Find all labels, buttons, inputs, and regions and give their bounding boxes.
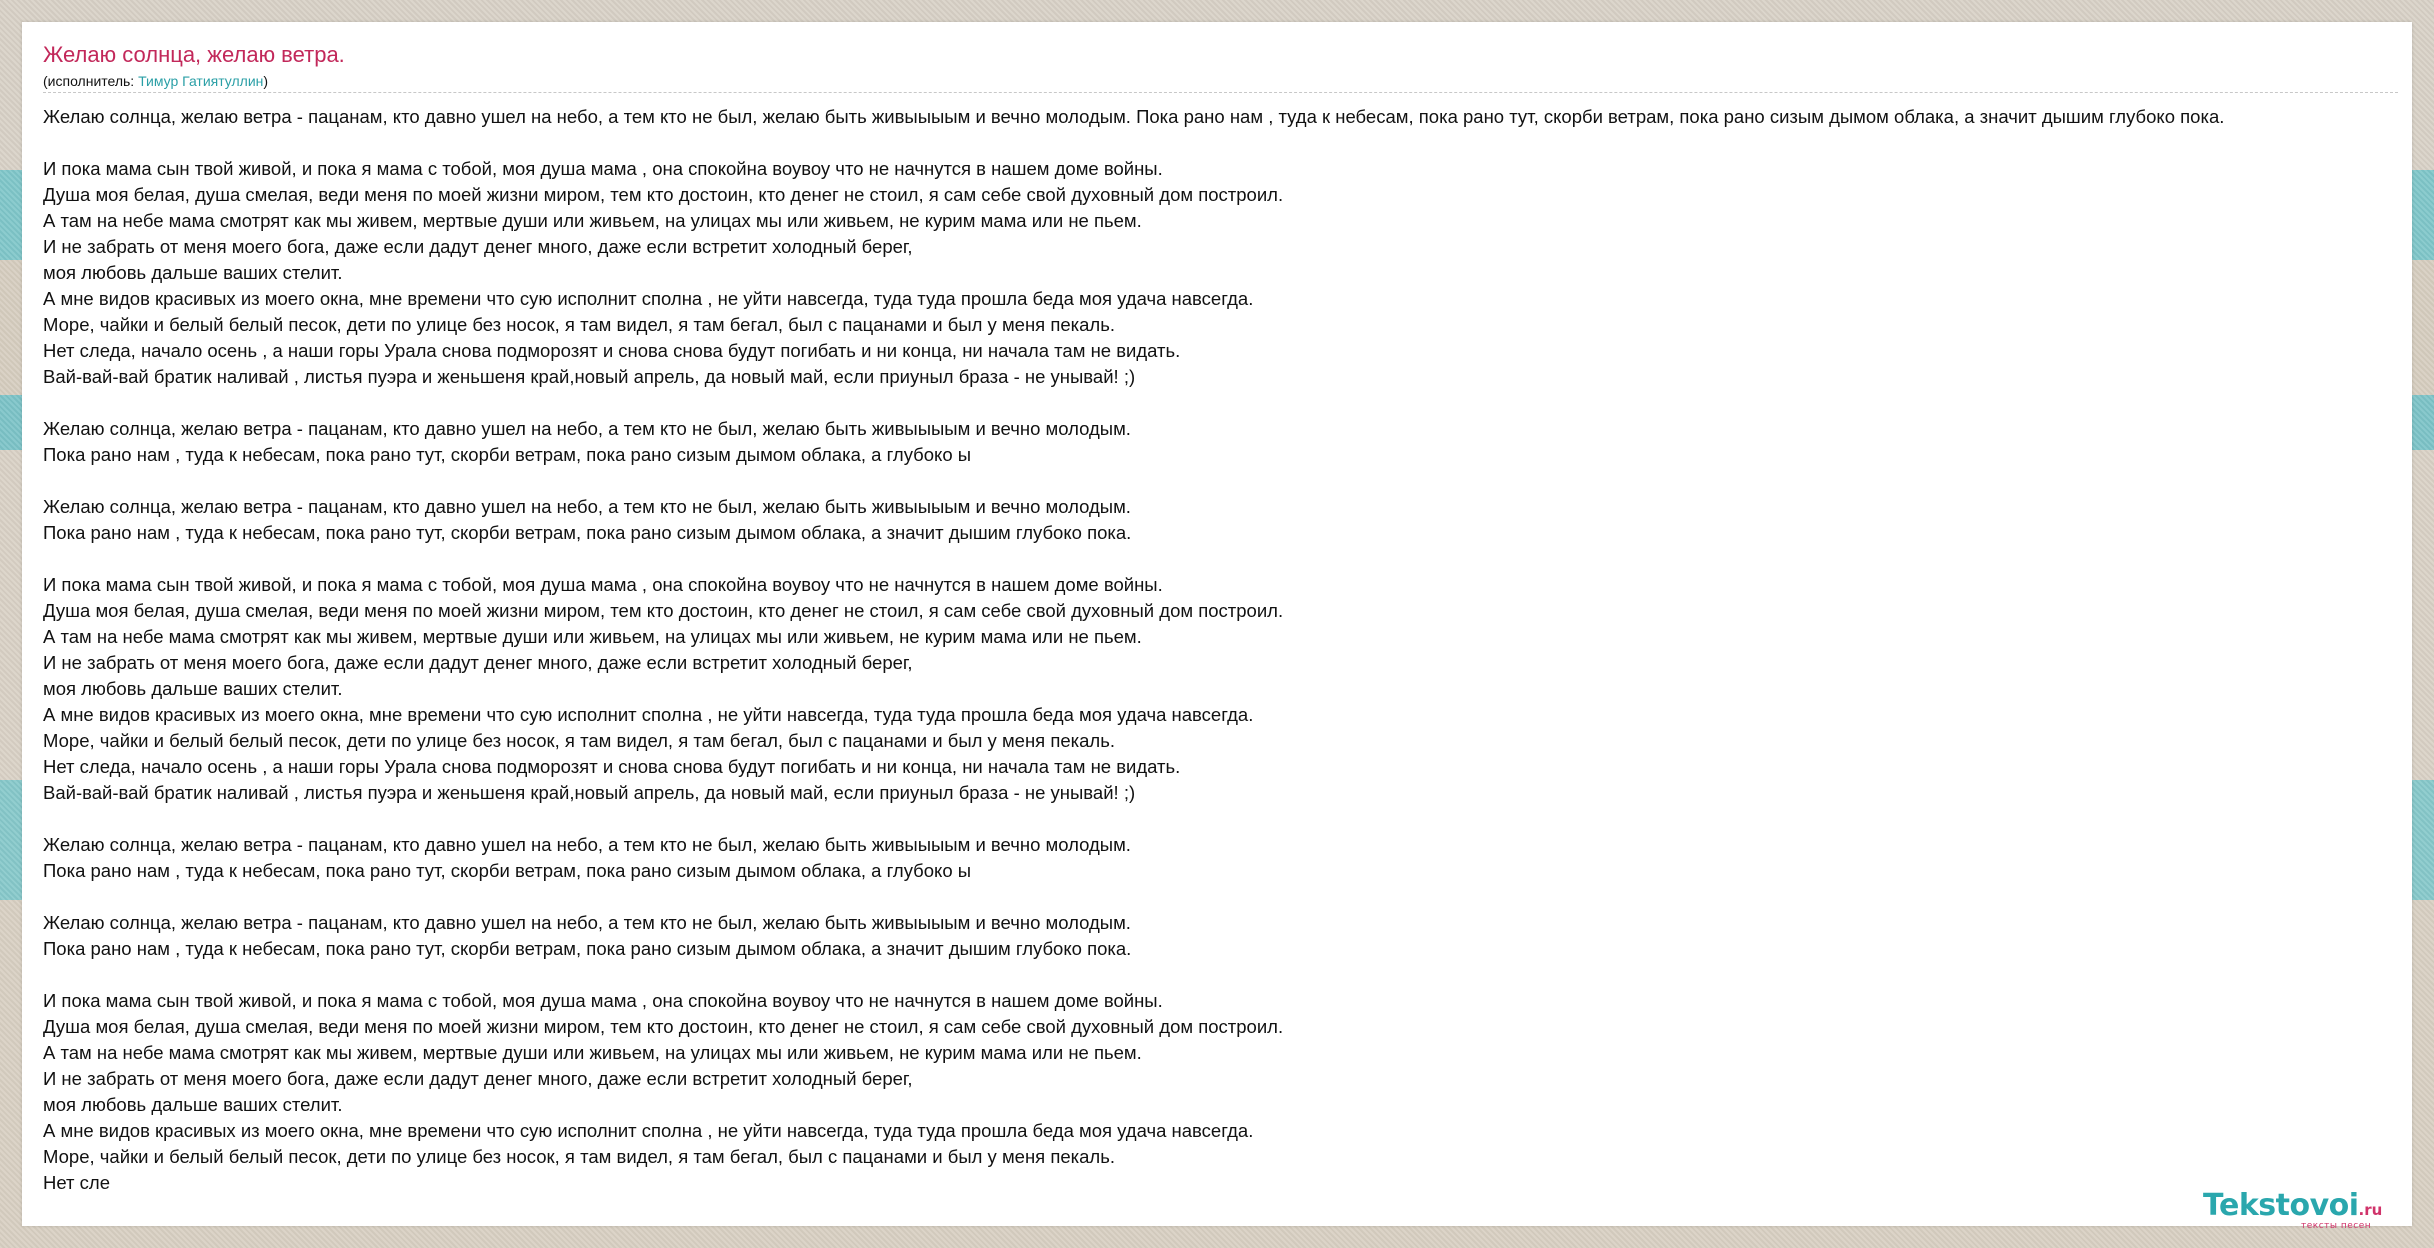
lyric-line: Желаю солнца, желаю ветра - пацанам, кто давно ушел на небо, а тем кто не был, желаю быть живыыыым и вечно молодым. bbox=[43, 912, 1131, 933]
lyric-blank-line bbox=[43, 130, 2403, 156]
lyric-line: Нет следа, начало осень , а наши горы Урала снова подморозят и снова снова будут погибать и ни конца, ни начала там не видать. bbox=[43, 340, 1181, 361]
artist-line bbox=[43, 73, 268, 89]
lyric-line: И не забрать от меня моего бога, даже если дадут денег много, даже если встретит холодный берег, bbox=[43, 1068, 913, 1089]
lyric-line: И пока мама сын твой живой, и пока я мама с тобой, моя душа мама , она спокойна воувоу что не начнутся в нашем доме войны. bbox=[43, 574, 1163, 595]
lyric-line: Море, чайки и белый белый песок, дети по улице без носок, я там видел, я там бегал, был с пацанами и был у меня пекаль. bbox=[43, 314, 1115, 335]
lyric-line: Море, чайки и белый белый песок, дети по улице без носок, я там видел, я там бегал, был с пацанами и был у меня пекаль. bbox=[43, 1146, 1115, 1167]
title-divider bbox=[43, 92, 2398, 93]
lyric-line: Душа моя белая, душа смелая, веди меня по моей жизни миром, тем кто достоин, кто денег не стоил, я сам себе свой духовный дом построил. bbox=[43, 184, 1284, 205]
lyric-blank-line bbox=[43, 884, 2403, 910]
lyrics-text bbox=[43, 104, 2403, 1196]
lyric-blank-line bbox=[43, 468, 2403, 494]
logo-wordmark: Tekstovoi bbox=[2203, 1188, 2359, 1223]
lyric-line: моя любовь дальше ваших стелит. bbox=[43, 262, 343, 283]
lyric-line: Желаю солнца, желаю ветра - пацанам, кто давно ушел на небо, а тем кто не был, желаю быть живыыыым и вечно молодым. bbox=[43, 418, 1131, 439]
lyric-line: моя любовь дальше ваших стелит. bbox=[43, 1094, 343, 1115]
lyric-line: Душа моя белая, душа смелая, веди меня по моей жизни миром, тем кто достоин, кто денег не стоил, я сам себе свой духовный дом построил. bbox=[43, 600, 1284, 621]
lyric-line: Вай-вай-вай братик наливай , листья пуэра и женьшеня край,новый апрель, да новый май, если приуныл браза - не унывай! ;) bbox=[43, 366, 1136, 387]
lyric-line: моя любовь дальше ваших стелит. bbox=[43, 678, 343, 699]
site-logo[interactable] bbox=[2203, 1188, 2403, 1231]
lyric-line: Желаю солнца, желаю ветра - пацанам, кто давно ушел на небо, а тем кто не был, желаю быть живыыыым и вечно молодым. bbox=[43, 834, 1131, 855]
lyric-line: Пока рано нам , туда к небесам, пока рано тут, скорби ветрам, пока рано сизым дымом облака, а значит дышим глубоко пока. bbox=[43, 938, 1132, 959]
lyric-line: А там на небе мама смотрят как мы живем, мертвые души или живьем, на улицах мы или живьем, не курим мама или не пьем. bbox=[43, 626, 1142, 647]
lyric-line: Нет сле bbox=[43, 1172, 110, 1193]
lyric-line: Желаю солнца, желаю ветра - пацанам, кто давно ушел на небо, а тем кто не был, желаю быть живыыыым и вечно молодым. Пока рано нам , туда к небесам, пока рано тут, скорби ветрам, пока рано сизым дымом облака, а значит дышим глубоко пока. bbox=[43, 106, 2225, 127]
lyric-line: Пока рано нам , туда к небесам, пока рано тут, скорби ветрам, пока рано сизым дымом облака, а глубоко ы bbox=[43, 860, 972, 881]
song-title: Желаю солнца, желаю ветра. bbox=[43, 42, 345, 67]
lyric-line: Вай-вай-вай братик наливай , листья пуэра и женьшеня край,новый апрель, да новый май, если приуныл браза - не унывай! ;) bbox=[43, 782, 1136, 803]
lyric-line: А мне видов красивых из моего окна, мне времени что сую исполнит сполна , не уйти навсегда, туда туда прошла беда моя удача навсегда. bbox=[43, 288, 1254, 309]
lyric-line: Желаю солнца, желаю ветра - пацанам, кто давно ушел на небо, а тем кто не был, желаю быть живыыыым и вечно молодым. bbox=[43, 496, 1131, 517]
lyric-line: Душа моя белая, душа смелая, веди меня по моей жизни миром, тем кто достоин, кто денег не стоил, я сам себе свой духовный дом построил. bbox=[43, 1016, 1284, 1037]
lyric-line: А мне видов красивых из моего окна, мне времени что сую исполнит сполна , не уйти навсегда, туда туда прошла беда моя удача навсегда. bbox=[43, 1120, 1254, 1141]
lyrics-sheet bbox=[22, 22, 2412, 1226]
lyric-line: Нет следа, начало осень , а наши горы Урала снова подморозят и снова снова будут погибать и ни конца, ни начала там не видать. bbox=[43, 756, 1181, 777]
lyric-line: И не забрать от меня моего бога, даже если дадут денег много, даже если встретит холодный берег, bbox=[43, 652, 913, 673]
lyric-line: А мне видов красивых из моего окна, мне времени что сую исполнит сполна , не уйти навсегда, туда туда прошла беда моя удача навсегда. bbox=[43, 704, 1254, 725]
lyric-line: И пока мама сын твой живой, и пока я мама с тобой, моя душа мама , она спокойна воувоу что не начнутся в нашем доме войны. bbox=[43, 990, 1163, 1011]
artist-prefix: (исполнитель: bbox=[43, 73, 139, 89]
lyric-line: Пока рано нам , туда к небесам, пока рано тут, скорби ветрам, пока рано сизым дымом облака, а глубоко ы bbox=[43, 444, 972, 465]
lyric-line: А там на небе мама смотрят как мы живем, мертвые души или живьем, на улицах мы или живьем, не курим мама или не пьем. bbox=[43, 1042, 1142, 1063]
lyric-line: Пока рано нам , туда к небесам, пока рано тут, скорби ветрам, пока рано сизым дымом облака, а значит дышим глубоко пока. bbox=[43, 522, 1132, 543]
lyric-blank-line bbox=[43, 962, 2403, 988]
artist-link[interactable]: Тимур Гатиятуллин bbox=[138, 73, 264, 89]
logo-tagline: тексты песен bbox=[2301, 1221, 2372, 1231]
lyric-line: И не забрать от меня моего бога, даже если дадут денег много, даже если встретит холодный берег, bbox=[43, 236, 913, 257]
artist-suffix: ) bbox=[263, 73, 269, 89]
lyric-blank-line bbox=[43, 390, 2403, 416]
lyric-blank-line bbox=[43, 806, 2403, 832]
lyric-blank-line bbox=[43, 546, 2403, 572]
lyric-line: Море, чайки и белый белый песок, дети по улице без носок, я там видел, я там бегал, был с пацанами и был у меня пекаль. bbox=[43, 730, 1115, 751]
logo-tld: .ru bbox=[2358, 1201, 2383, 1219]
lyric-line: А там на небе мама смотрят как мы живем, мертвые души или живьем, на улицах мы или живьем, не курим мама или не пьем. bbox=[43, 210, 1142, 231]
lyric-line: И пока мама сын твой живой, и пока я мама с тобой, моя душа мама , она спокойна воувоу что не начнутся в нашем доме войны. bbox=[43, 158, 1163, 179]
